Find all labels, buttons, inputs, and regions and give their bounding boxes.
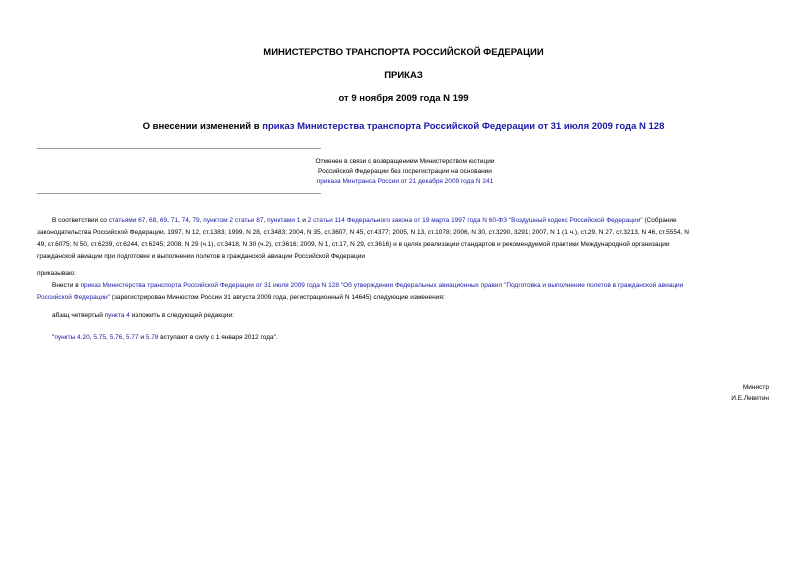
sep: , — [122, 334, 126, 341]
document-date-number: от 9 ноября 2009 года N 199 — [338, 93, 469, 104]
preamble-first-line — [52, 215, 768, 227]
order-word: приказываю: — [37, 270, 76, 277]
sep: , — [177, 217, 182, 224]
link-article-71[interactable]: 71 — [170, 217, 178, 224]
link-article-74[interactable]: 74 — [181, 217, 189, 224]
sep: и — [300, 217, 308, 224]
link-article-114-item-1[interactable]: пунктами 1 — [267, 217, 301, 224]
link-order-128-cont[interactable]: Российской Федерации" — [37, 294, 110, 301]
amendment-text: Внести в — [52, 282, 81, 289]
sep: , — [89, 334, 94, 341]
preamble-text: (Собрание — [642, 217, 677, 224]
sep: , — [188, 217, 193, 224]
preamble-line-3: 49, ст.6075; N 50, ст.6239, ст.6244, ст.6245; 2008, N 29 (ч.1), ст.3418, N 30 (ч.2), ст.3616; 2009, N 1, ст.17, N 29, ст.3616) и в целях реализации стандартов и рекомендуемой практики Международной организации — [37, 241, 670, 248]
link-item-5-76[interactable]: 5.76 — [109, 334, 123, 341]
link-article-87-item-2[interactable]: пунктом 2 статьи 87 — [203, 217, 264, 224]
signature-block — [731, 382, 769, 404]
note-line-1: Отменен в связи с возвращением Министерством юстиции — [315, 158, 495, 165]
title-prefix: О внесении изменений в — [142, 121, 263, 132]
instruction-text: изложить в следующей редакции: — [129, 312, 234, 319]
link-article-79[interactable]: 79 — [192, 217, 200, 224]
document-type: ПРИКАЗ — [384, 70, 423, 81]
note-revocation-link[interactable]: приказа Минтранса России от 21 декабря 2009 года N 241 — [316, 178, 494, 185]
revocation-note — [230, 157, 580, 187]
link-item-4[interactable]: пункта 4 — [104, 312, 130, 319]
link-order-128[interactable]: приказ Министерства транспорта Российской Федерации от 31 июля 2009 года N 128 "Об утверждении Федеральных авиационных правил "Подготовка и выполнение полетов в гражданской авиации — [80, 282, 684, 289]
signatory-position: Министр — [742, 384, 769, 391]
sep: , — [167, 217, 171, 224]
preamble-line-4: гражданской авиации при подготовке и выполнении полетов в гражданской авиации Российской Федерации — [37, 253, 366, 260]
link-item-5-78[interactable]: 5.78 — [145, 334, 159, 341]
link-article-69[interactable]: 69 — [159, 217, 168, 224]
link-item-4-20[interactable]: пункты 4.20 — [54, 334, 90, 341]
link-air-code-law[interactable]: Федерального закона от 19 марта 1997 года N 60-ФЗ "Воздушный кодекс Российской Федерации" — [346, 217, 643, 224]
note-line-2: Российской Федерации без госрегистрации на основании — [318, 168, 492, 175]
amendment-text: (зарегистрирован Минюстом России 31 августа 2009 года, регистрационный N 14645) следующие изменения: — [110, 294, 445, 301]
sep: и — [138, 334, 146, 341]
quote-mark: " — [52, 334, 55, 341]
sep: , — [156, 217, 160, 224]
link-article-114-item-2[interactable]: 2 статьи 114 — [307, 217, 345, 224]
amendment-line-2 — [37, 292, 445, 304]
link-article-68[interactable]: 68 — [149, 217, 157, 224]
instruction-text: абзац четвертый — [52, 312, 105, 319]
top-rule — [37, 148, 321, 149]
ministry-heading: МИНИСТЕРСТВО ТРАНСПОРТА РОССИЙСКОЙ ФЕДЕРАЦИИ — [263, 47, 544, 58]
paragraph-4-instruction — [52, 310, 234, 322]
sep: , — [199, 217, 204, 224]
link-item-5-75[interactable]: 5.75 — [93, 334, 106, 341]
sep: , — [105, 334, 110, 341]
signatory-name: И.Е.Левитин — [731, 395, 769, 402]
link-article-67[interactable]: статьями 67 — [108, 217, 146, 224]
sep: , — [263, 217, 268, 224]
new-wording — [52, 332, 278, 344]
sep: , — [145, 217, 149, 224]
link-item-5-77[interactable]: 5.77 — [125, 334, 139, 341]
preamble-line-2: законодательства Российской Федерации, 1997, N 12, ст.1383; 1999, N 28, ст.3483; 2004, N 35, ст.3607, N 45, ст.4377; 2005, N 13, ст.1078; 2006, N 30, ст.3290, 3291; 2007, N 1 (1 ч.), ст.29, N 27, ст.3213, N 46, ст.5554, N — [37, 229, 689, 236]
amendment-line-1 — [52, 280, 683, 292]
document-title — [0, 121, 807, 132]
title-order-link[interactable]: приказ Министерства транспорта Российской Федерации от 31 июля 2009 года N 128 — [262, 121, 665, 132]
bottom-rule — [37, 193, 321, 194]
quote-text: вступают в силу с 1 января 2012 года". — [158, 334, 278, 341]
preamble-text: В соответствии со — [52, 217, 109, 224]
